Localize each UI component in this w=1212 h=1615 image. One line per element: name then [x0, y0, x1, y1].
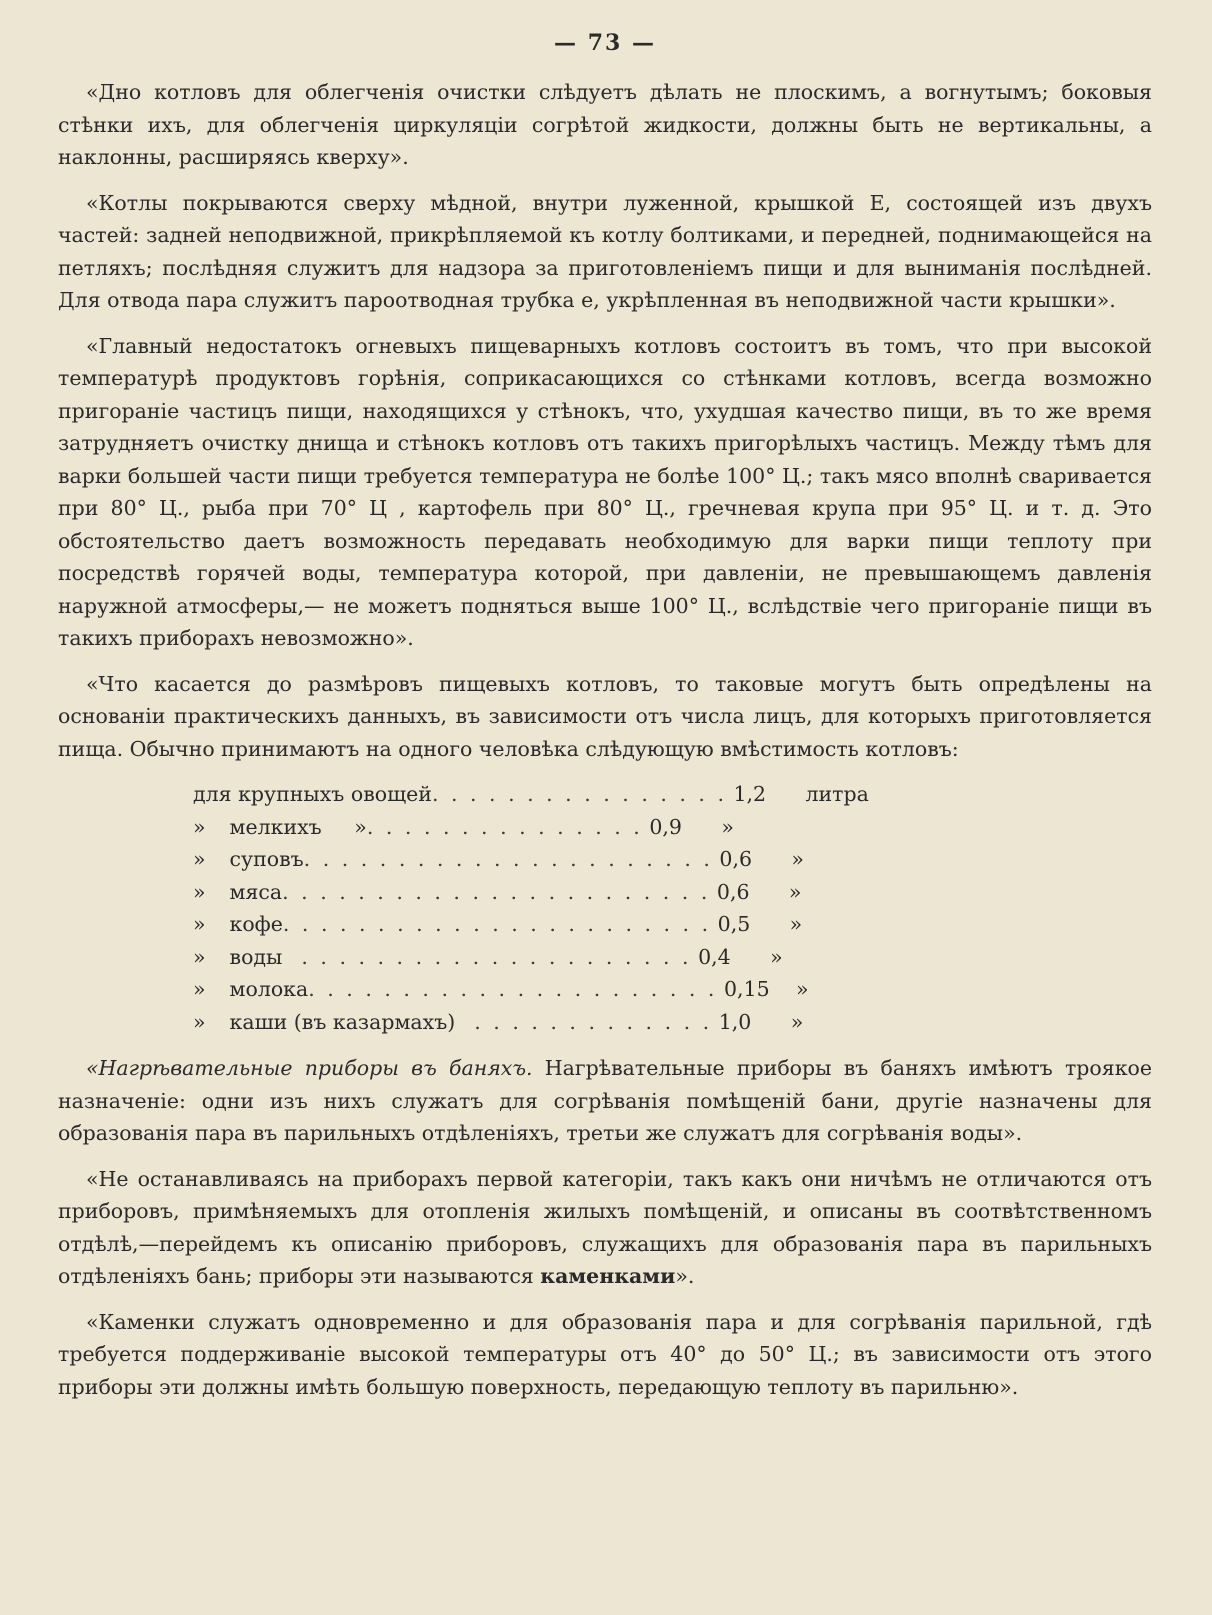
- row-unit: »: [788, 879, 802, 904]
- row-leader-dots: . . . . . . . . . . . . .: [455, 1009, 713, 1034]
- row-unit: »: [795, 977, 809, 1001]
- row-leader-dots: . . . . . . . . . . . . . . . .: [431, 782, 727, 806]
- row-item: суповъ: [229, 847, 304, 871]
- kamenki-term: каменками: [540, 1264, 676, 1288]
- row-value: 0,6: [716, 879, 750, 904]
- row-leader-dots: . . . . . . . . . . . . . . . . . . . . . .: [303, 847, 713, 871]
- kamenki-text-before: «Не останавливаясь на приборахъ первой категоріи, такъ какъ они ничѣмъ не отличаются отъ приборовъ, примѣняемыхъ для отопленія жилыхъ помѣщеній, и описаны въ соотвѣтственномъ отдѣлѣ,—перейдемъ къ описанію приборовъ, служащихъ для образованія пара въ парильныхъ отдѣленіяхъ бань; приборы эти называются: [58, 1166, 1152, 1288]
- row-unit: »: [790, 1009, 804, 1034]
- row-item: мелкихъ »: [229, 814, 367, 839]
- capacity-row: [58, 843, 1152, 876]
- paragraph-kettle-bottom: «Дно котловъ для облегченія очистки слѣдуетъ дѣлать не плоскимъ, а вогнутымъ; боковыя стѣнки ихъ, для облегченія циркуляціи согрѣтой жидкости, должны быть не вертикальны, а наклонны, расширяясь кверху».: [58, 80, 1152, 169]
- capacity-table: [58, 778, 1152, 1038]
- row-prefix: »: [193, 944, 206, 969]
- row-item: крупныхъ овощей: [238, 782, 432, 806]
- row-value: 1,0: [718, 1009, 752, 1034]
- kamenki-text-after: ».: [675, 1264, 695, 1288]
- row-unit: »: [721, 814, 734, 839]
- paragraph-bath-heaters: [58, 1052, 1152, 1150]
- paragraph-kettle-sizes: «Что касается до размѣровъ пищевыхъ котловъ, то таковые могутъ быть опредѣлены на основаніи практическихъ данныхъ, въ зависимости отъ числа лицъ, для которыхъ приготовляется пища. Обычно принимаютъ на одного человѣка слѣдующую вмѣстимость котловъ:: [58, 671, 1152, 761]
- row-unit: »: [789, 912, 803, 936]
- bath-heaters-text: Нагрѣвательные приборы въ баняхъ имѣютъ троякое назначеніе: одни изъ нихъ служатъ для согрѣванія помѣщеній бани, другіе назначены для образованія пара въ парильныхъ отдѣленіяхъ, третьи же служатъ для согрѣванія воды».: [58, 1056, 1152, 1145]
- row-value: 0,4: [698, 944, 731, 969]
- capacity-row: [58, 1006, 1152, 1039]
- paragraph-kamenki-intro: [58, 1163, 1152, 1293]
- row-item: воды: [229, 944, 283, 969]
- section-heading-bath-heaters: «Нагрѣвательные приборы въ баняхъ.: [86, 1056, 533, 1080]
- page-number: — 73 —: [554, 30, 656, 56]
- row-prefix: »: [193, 814, 206, 839]
- row-leader-dots: . . . . . . . . . . . . . . . . . . . . . . .: [282, 879, 711, 904]
- capacity-row: [58, 908, 1152, 941]
- paragraph-main-drawback: «Главный недостатокъ огневыхъ пищеварныхъ котловъ состоитъ въ томъ, что при высокой температурѣ продуктовъ горѣнія, соприкасающихся со стѣнками котловъ, всегда возможно пригораніе частицъ пищи, находящихся у стѣнокъ, что, ухудшая качество пищи, въ то же время затрудняетъ очистку днища и стѣнокъ котловъ отъ такихъ пригорѣлыхъ частицъ. Между тѣмъ для варки большей части пищи требуется температура не болѣе 100° Ц.; такъ мясо вполнѣ сваривается при 80° Ц., рыба при 70° Ц , картофель при 80° Ц., гречневая крупа при 95° Ц. и т. д. Это обстоятельство даетъ возможность передавать необходимую для варки пищи теплоту при посредствѣ горячей воды, температура которой, при давленіи, не превышающемъ давленія наружной атмосферы,— не можетъ подняться выше 100° Ц., вслѣдствіе чего пригораніе пищи въ такихъ приборахъ невозможно».: [58, 333, 1152, 650]
- row-leader-dots: . . . . . . . . . . . . . . . . . . . . . .: [308, 977, 718, 1001]
- capacity-row: [58, 973, 1152, 1006]
- row-prefix: »: [193, 879, 206, 904]
- row-value: 1,2: [733, 782, 767, 806]
- row-prefix: для: [193, 782, 232, 806]
- capacity-row: [58, 941, 1152, 974]
- row-leader-dots: . . . . . . . . . . . . . . . . . . . . . . .: [282, 912, 712, 936]
- row-value: 0,15: [723, 977, 770, 1001]
- row-item: молока: [229, 977, 309, 1001]
- row-item: кофе: [229, 912, 283, 936]
- row-value: 0,6: [719, 847, 753, 871]
- row-prefix: »: [193, 1009, 206, 1034]
- paragraph-kettle-lid: «Котлы покрываются сверху мѣдной, внутри луженной, крышкой Е, состоящей изъ двухъ частей: задней неподвижной, прикрѣпляемой къ котлу болтиками, и передней, поднимающейся на петляхъ; послѣдняя служитъ для надзора за приготовленіемъ пищи и для выниманія послѣдней. Для отвода пара служитъ пароотводная трубка е, укрѣпленная въ неподвижной части крышки».: [58, 190, 1152, 312]
- capacity-row: [58, 876, 1152, 909]
- row-prefix: »: [193, 912, 206, 936]
- row-unit: »: [791, 847, 804, 871]
- row-unit: литра: [805, 782, 869, 806]
- capacity-row: [58, 811, 1152, 844]
- row-prefix: »: [193, 977, 206, 1001]
- row-unit: »: [770, 944, 783, 969]
- row-value: 0,9: [649, 814, 682, 839]
- row-leader-dots: . . . . . . . . . . . . . . . . . . . . .: [282, 944, 692, 969]
- row-item: мяса: [229, 879, 283, 904]
- paragraph-kamenki-purpose: «Каменки служатъ одновременно и для образованія пара и для согрѣванія парильной, гдѣ требуется поддерживаніе высокой температуры отъ 40° до 50° Ц.; въ зависимости отъ этого приборы эти должны имѣть большую поверхность, передающую теплоту въ парильню».: [58, 1309, 1152, 1399]
- row-value: 0,5: [717, 912, 751, 936]
- row-prefix: »: [193, 847, 206, 871]
- capacity-row: [58, 778, 1152, 811]
- row-leader-dots: . . . . . . . . . . . . . . .: [366, 814, 643, 839]
- row-item: каши (въ казармахъ): [229, 1009, 456, 1034]
